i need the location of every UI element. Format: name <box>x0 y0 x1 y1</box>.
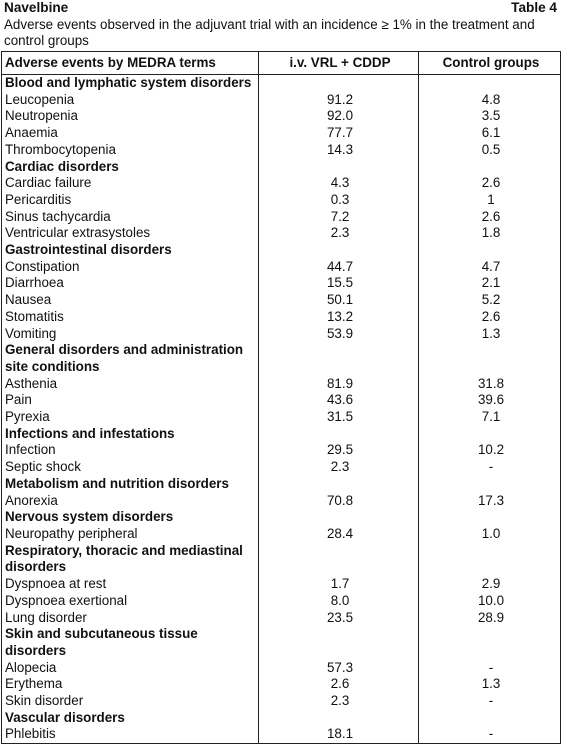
control-value <box>419 626 561 643</box>
vrl-value: 43.6 <box>259 392 419 409</box>
event-label: Cardiac failure <box>2 175 259 192</box>
event-label: Leucopenia <box>2 92 259 109</box>
category-row <box>2 426 561 443</box>
table-row <box>2 526 561 543</box>
vrl-value: 8.0 <box>259 593 419 610</box>
vrl-value <box>259 643 419 660</box>
vrl-value <box>259 710 419 727</box>
category-row <box>2 710 561 727</box>
table-row <box>2 610 561 627</box>
table-row <box>2 259 561 276</box>
vrl-value <box>259 159 419 176</box>
table-row <box>2 693 561 710</box>
event-label: Skin disorder <box>2 693 259 710</box>
control-value: 3.5 <box>419 108 561 125</box>
control-value: 10.2 <box>419 442 561 459</box>
category-label: Blood and lymphatic system disorders <box>2 75 259 92</box>
vrl-value <box>259 426 419 443</box>
control-value: 31.8 <box>419 376 561 393</box>
table-caption: Adverse events observed in the adjuvant trial with an incidence ≥ 1% in the treatment and control groups <box>4 17 535 48</box>
vrl-value: 2.3 <box>259 225 419 242</box>
event-label: Alopecia <box>2 660 259 677</box>
category-label: disorders <box>2 559 259 576</box>
table-row <box>2 125 561 142</box>
control-value: 7.1 <box>419 409 561 426</box>
category-label: Infections and infestations <box>2 426 259 443</box>
event-label: Septic shock <box>2 459 259 476</box>
control-value: 1.3 <box>419 676 561 693</box>
vrl-value: 53.9 <box>259 326 419 343</box>
vrl-value: 2.3 <box>259 459 419 476</box>
category-label: Skin and subcutaneous tissue <box>2 626 259 643</box>
event-label: Sinus tachycardia <box>2 209 259 226</box>
control-value: 5.2 <box>419 292 561 309</box>
table-row <box>2 576 561 593</box>
vrl-value: 91.2 <box>259 92 419 109</box>
control-value: - <box>419 660 561 677</box>
event-label: Erythema <box>2 676 259 693</box>
category-row <box>2 476 561 493</box>
event-label: Anorexia <box>2 493 259 510</box>
column-header-terms: Adverse events by MEDRA terms <box>2 52 259 75</box>
category-label: Nervous system disorders <box>2 509 259 526</box>
table-header-row <box>2 52 561 75</box>
event-label: Lung disorder <box>2 610 259 627</box>
table-row <box>2 493 561 510</box>
table-body <box>2 75 561 744</box>
table-number: Table 4 <box>511 0 557 15</box>
event-label: Dyspnoea exertional <box>2 593 259 610</box>
vrl-value <box>259 626 419 643</box>
event-label: Anaemia <box>2 125 259 142</box>
product-name: Navelbine <box>4 0 69 15</box>
control-value <box>419 509 561 526</box>
vrl-value: 2.3 <box>259 693 419 710</box>
vrl-value <box>259 342 419 359</box>
control-value <box>419 242 561 259</box>
vrl-value: 13.2 <box>259 309 419 326</box>
table-row <box>2 108 561 125</box>
table-row <box>2 92 561 109</box>
event-label: Pain <box>2 392 259 409</box>
table-row <box>2 660 561 677</box>
control-value: 10.0 <box>419 593 561 610</box>
category-row <box>2 359 561 376</box>
adverse-events-table <box>1 51 561 744</box>
event-label: Phlebitis <box>2 726 259 743</box>
control-value: - <box>419 459 561 476</box>
control-value: 1.0 <box>419 526 561 543</box>
category-label: site conditions <box>2 359 259 376</box>
control-value <box>419 426 561 443</box>
category-row <box>2 559 561 576</box>
table-row <box>2 409 561 426</box>
control-value: 2.6 <box>419 175 561 192</box>
control-value: 1.3 <box>419 326 561 343</box>
event-label: Thrombocytopenia <box>2 142 259 159</box>
vrl-value: 77.7 <box>259 125 419 142</box>
table-row <box>2 142 561 159</box>
vrl-value <box>259 75 419 92</box>
vrl-value: 1.7 <box>259 576 419 593</box>
category-row <box>2 626 561 643</box>
control-value: 2.6 <box>419 309 561 326</box>
table-row <box>2 275 561 292</box>
category-row <box>2 543 561 560</box>
table-row <box>2 175 561 192</box>
vrl-value: 4.3 <box>259 175 419 192</box>
vrl-value <box>259 559 419 576</box>
vrl-value: 2.6 <box>259 676 419 693</box>
control-value: 2.1 <box>419 275 561 292</box>
control-value: 4.7 <box>419 259 561 276</box>
vrl-value <box>259 509 419 526</box>
category-label: Vascular disorders <box>2 710 259 727</box>
category-row <box>2 159 561 176</box>
event-label: Asthenia <box>2 376 259 393</box>
control-value <box>419 559 561 576</box>
vrl-value: 0.3 <box>259 192 419 209</box>
control-value <box>419 159 561 176</box>
table-row <box>2 726 561 743</box>
category-label: Metabolism and nutrition disorders <box>2 476 259 493</box>
column-header-vrl: i.v. VRL + CDDP <box>259 52 419 75</box>
category-row <box>2 643 561 660</box>
vrl-value: 31.5 <box>259 409 419 426</box>
control-value: 2.6 <box>419 209 561 226</box>
table-row <box>2 209 561 226</box>
event-label: Constipation <box>2 259 259 276</box>
title-bar <box>4 0 557 17</box>
control-value <box>419 710 561 727</box>
table-row <box>2 676 561 693</box>
table-row <box>2 376 561 393</box>
event-label: Stomatitis <box>2 309 259 326</box>
vrl-value <box>259 242 419 259</box>
vrl-value: 23.5 <box>259 610 419 627</box>
event-label: Diarrhoea <box>2 275 259 292</box>
vrl-value: 92.0 <box>259 108 419 125</box>
control-value <box>419 476 561 493</box>
control-value: 17.3 <box>419 493 561 510</box>
table-row <box>2 192 561 209</box>
vrl-value <box>259 359 419 376</box>
control-value: 39.6 <box>419 392 561 409</box>
vrl-value: 70.8 <box>259 493 419 510</box>
category-label: General disorders and administration <box>2 342 259 359</box>
table-row <box>2 593 561 610</box>
table-row <box>2 326 561 343</box>
control-value <box>419 75 561 92</box>
event-label: Ventricular extrasystoles <box>2 225 259 242</box>
event-label: Neutropenia <box>2 108 259 125</box>
vrl-value <box>259 543 419 560</box>
category-label: Respiratory, thoracic and mediastinal <box>2 543 259 560</box>
category-row <box>2 509 561 526</box>
vrl-value: 50.1 <box>259 292 419 309</box>
control-value <box>419 342 561 359</box>
event-label: Nausea <box>2 292 259 309</box>
control-value: 0.5 <box>419 142 561 159</box>
control-value: 2.9 <box>419 576 561 593</box>
control-value: - <box>419 693 561 710</box>
control-value: 6.1 <box>419 125 561 142</box>
event-label: Pericarditis <box>2 192 259 209</box>
vrl-value <box>259 476 419 493</box>
vrl-value: 18.1 <box>259 726 419 743</box>
vrl-value: 15.5 <box>259 275 419 292</box>
vrl-value: 29.5 <box>259 442 419 459</box>
vrl-value: 7.2 <box>259 209 419 226</box>
table-row <box>2 225 561 242</box>
table-row <box>2 459 561 476</box>
event-label: Pyrexia <box>2 409 259 426</box>
vrl-value: 57.3 <box>259 660 419 677</box>
column-header-control: Control groups <box>419 52 561 75</box>
event-label: Dyspnoea at rest <box>2 576 259 593</box>
control-value: 28.9 <box>419 610 561 627</box>
category-row <box>2 75 561 92</box>
table-row <box>2 309 561 326</box>
control-value <box>419 643 561 660</box>
table-row <box>2 392 561 409</box>
table-row <box>2 442 561 459</box>
vrl-value: 14.3 <box>259 142 419 159</box>
control-value <box>419 543 561 560</box>
category-row <box>2 342 561 359</box>
control-value <box>419 359 561 376</box>
event-label: Vomiting <box>2 326 259 343</box>
table-row <box>2 292 561 309</box>
control-value: 1.8 <box>419 225 561 242</box>
category-row <box>2 242 561 259</box>
category-label: Gastrointestinal disorders <box>2 242 259 259</box>
event-label: Neuropathy peripheral <box>2 526 259 543</box>
vrl-value: 81.9 <box>259 376 419 393</box>
category-label: disorders <box>2 643 259 660</box>
vrl-value: 44.7 <box>259 259 419 276</box>
control-value: - <box>419 726 561 743</box>
event-label: Infection <box>2 442 259 459</box>
category-label: Cardiac disorders <box>2 159 259 176</box>
vrl-value: 28.4 <box>259 526 419 543</box>
control-value: 1 <box>419 192 561 209</box>
control-value: 4.8 <box>419 92 561 109</box>
